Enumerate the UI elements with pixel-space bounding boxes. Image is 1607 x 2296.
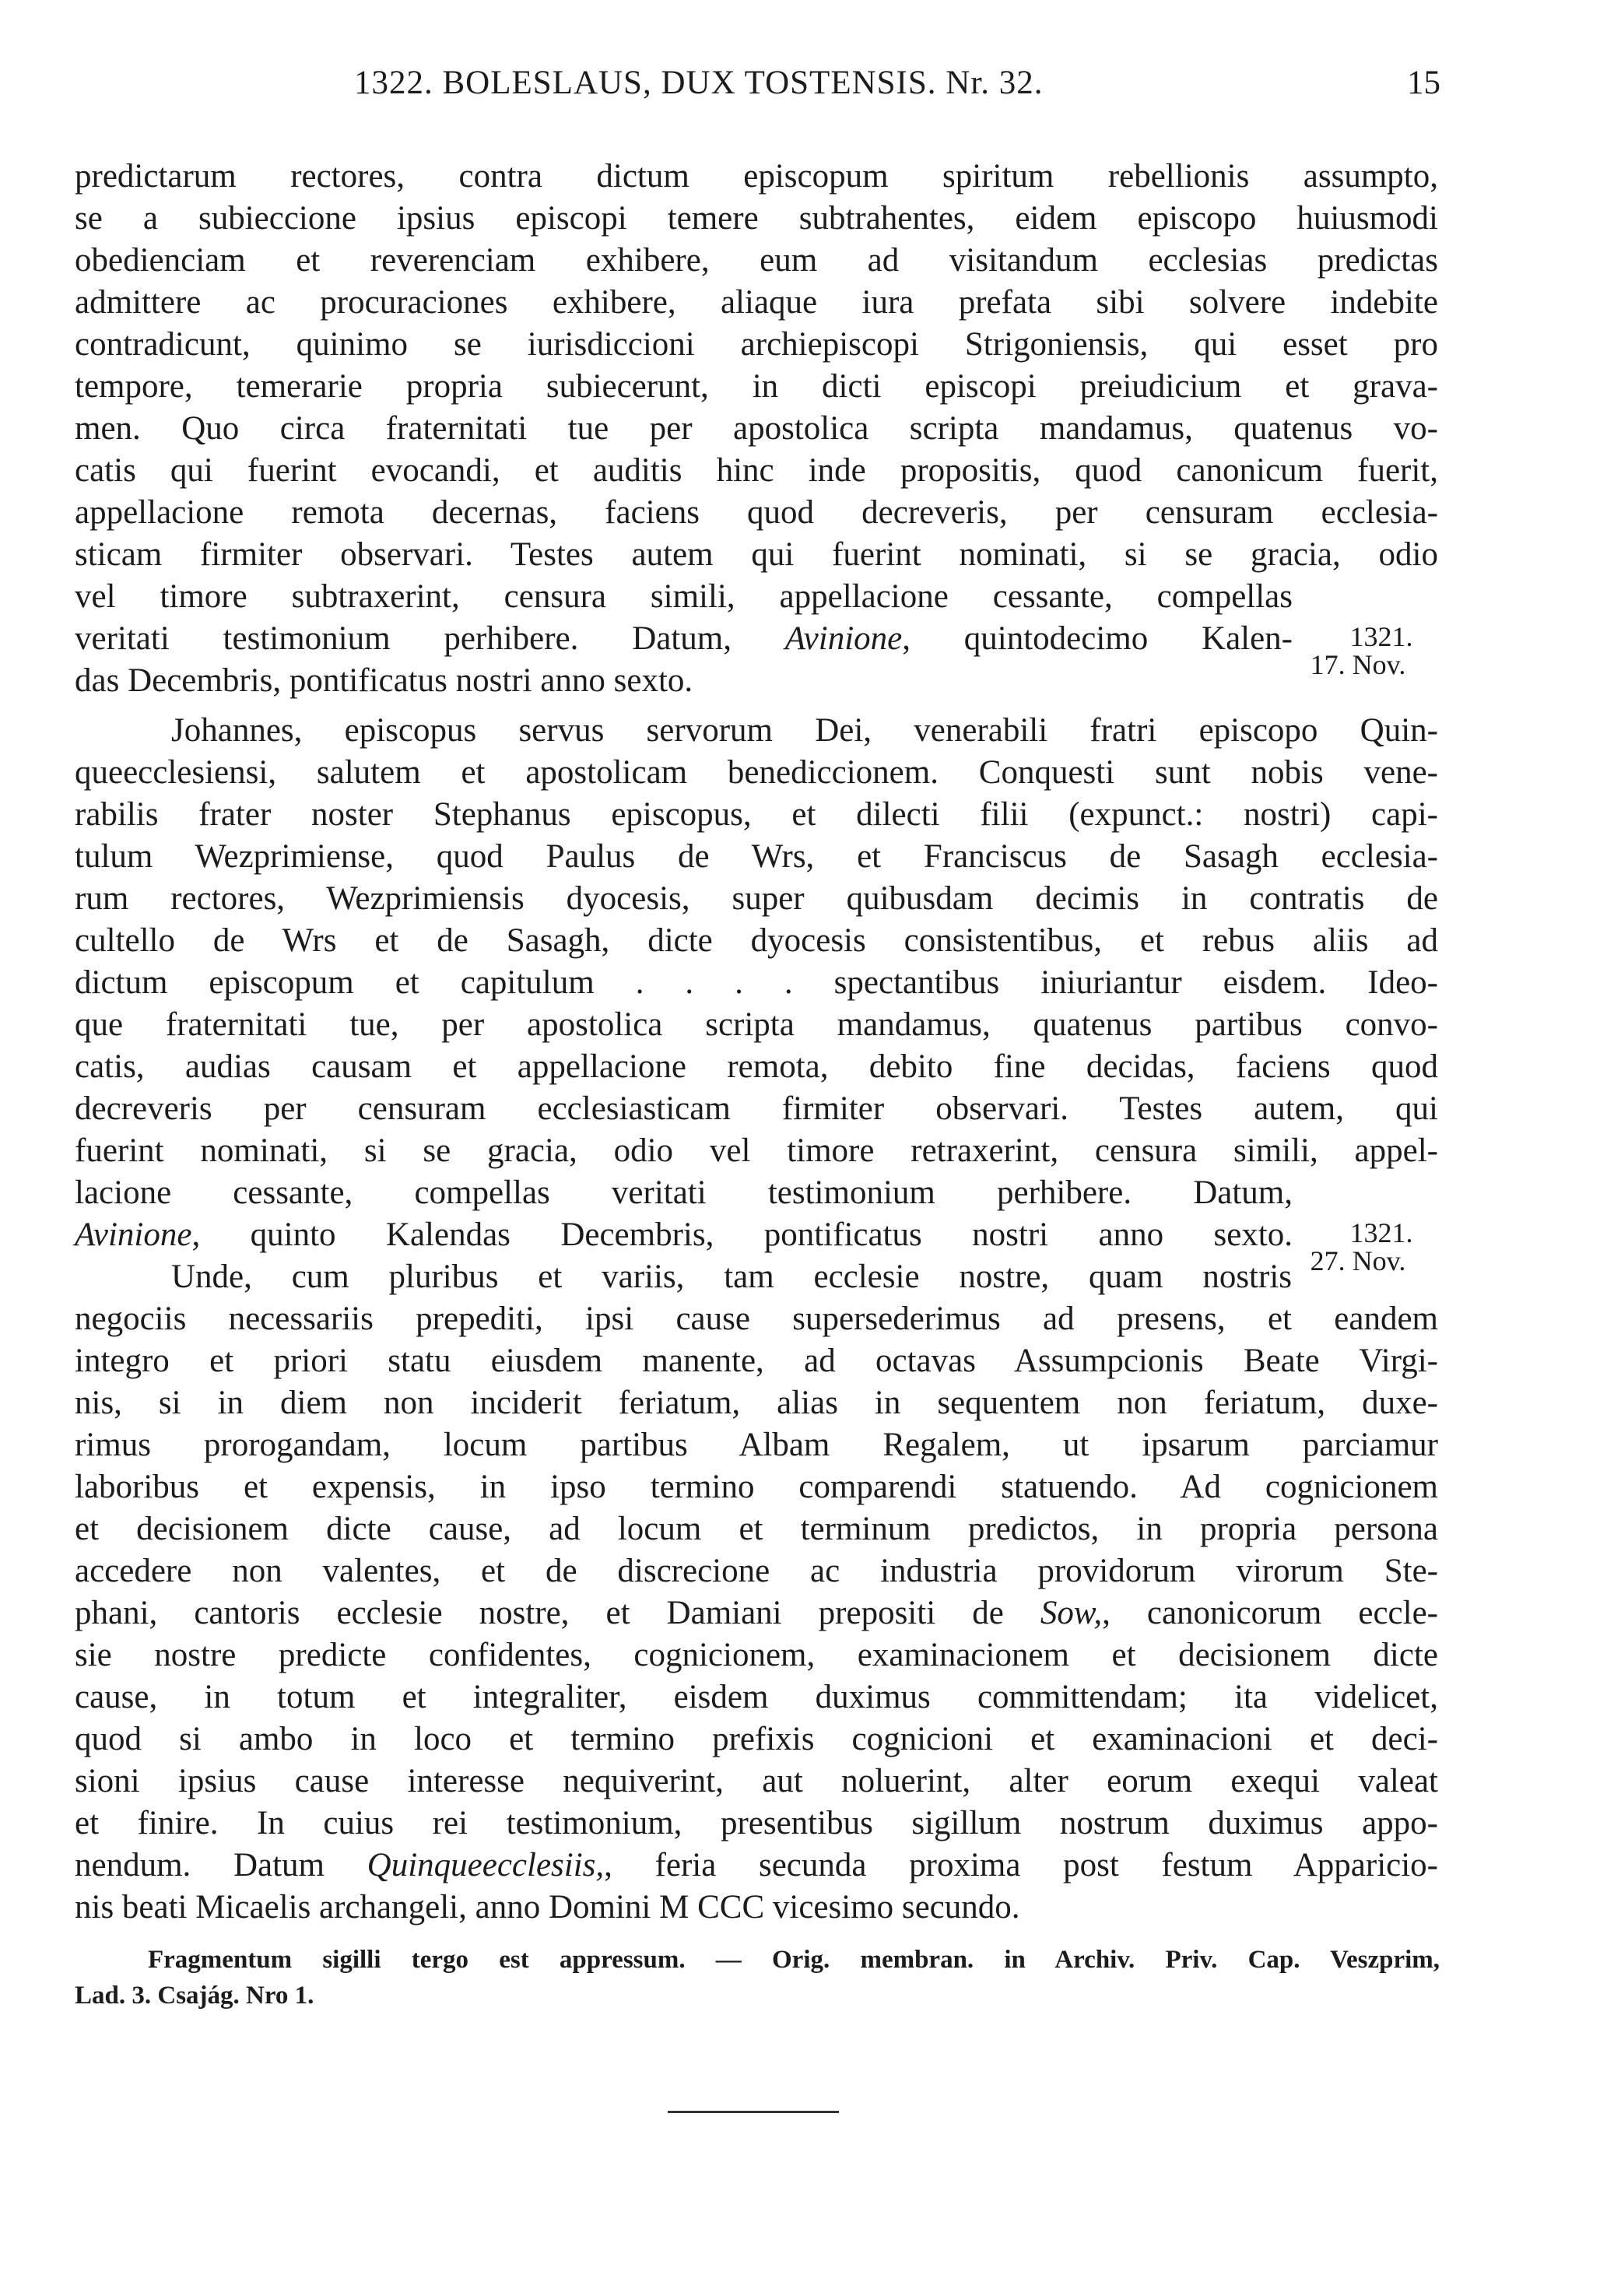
footnote-line: Fragmentum sigilli tergo est appressum. — Orig. membran. in Archiv. Priv. Cap. Veszprim,: [148, 1946, 1440, 1974]
text-line: dictum episcopum et capitulum . . . . spectantibus iniuriantur eisdem. Ideo-: [75, 964, 1438, 1001]
text-line: negociis necessariis prepediti, ipsi cause supersederimus ad presens, et eandem: [75, 1301, 1438, 1337]
margin-date-year: 1321.: [1349, 1217, 1413, 1248]
text-segment: veritati testimonium perhibere. Datum,: [75, 620, 732, 657]
text-line: admittere ac procuraciones exhibere, aliaque iura prefata sibi solvere indebite: [75, 284, 1438, 321]
place-name-avinione: Avinione: [75, 1216, 192, 1253]
text-line: se a subieccione ipsius episcopi temere subtrahentes, eidem episcopo huiusmodi: [75, 200, 1438, 237]
text-line: nis beati Micaelis archangeli, anno Domini M CCC vicesimo secundo.: [75, 1889, 1020, 1926]
text-line: [75, 1214, 1293, 1256]
text-line: queecclesiensi, salutem et apostolicam benediccionem. Conquesti sunt nobis vene-: [75, 754, 1438, 791]
text-line: appellacione remota decernas, faciens quod decreveris, per censuram ecclesia-: [75, 494, 1438, 531]
margin-date-1: [1280, 623, 1436, 679]
margin-date-day: 27. Nov.: [1310, 1245, 1406, 1276]
end-rule: [668, 2111, 839, 2113]
text-segment: , quinto Kalendas Decembris, pontificatus nostri anno sexto.: [191, 1216, 1293, 1253]
margin-date-day: 17. Nov.: [1310, 649, 1406, 680]
text-line: tempore, temerarie propria subiecerunt, in dicti episcopi preiudicium et grava-: [75, 368, 1438, 405]
text-line: nis, si in diem non inciderit feriatum, alias in sequentem non feriatum, duxe-: [75, 1385, 1438, 1421]
text-line: et finire. In cuius rei testimonium, presentibus sigillum nostrum duximus appo-: [75, 1805, 1438, 1841]
text-line: Unde, cum pluribus et variis, tam ecclesie nostre, quam nostris: [171, 1259, 1292, 1295]
text-line: Johannes, episcopus servus servorum Dei, venerabili fratri episcopo Quin-: [171, 712, 1438, 749]
text-line: vel timore subtraxerint, censura simili, appellacione cessante, compellas: [75, 578, 1293, 615]
text-segment: , feria secunda proxima post festum Apparicio-: [604, 1847, 1438, 1883]
text-line: decreveris per censuram ecclesiasticam firmiter observari. Testes autem, qui: [75, 1090, 1438, 1127]
text-line: catis qui fuerint evocandi, et auditis hinc inde propositis, quod canonicum fuerit,: [75, 452, 1438, 489]
text-line: sticam firmiter observari. Testes autem qui fuerint nominati, si se gracia, odio: [75, 536, 1438, 573]
text-segment: , quintodecimo Kalen-: [902, 620, 1293, 657]
text-line: [75, 618, 1293, 660]
page-number: 15: [1407, 65, 1440, 101]
running-header: [0, 64, 1607, 111]
text-line: quod si ambo in loco et termino prefixis cognicioni et examinacioni et deci-: [75, 1721, 1438, 1757]
footnote-line: Lad. 3. Csajág. Nro 1.: [75, 1982, 314, 2010]
text-line: cultello de Wrs et de Sasagh, dicte dyocesis consistentibus, et rebus aliis ad: [75, 922, 1438, 959]
text-line: integro et priori statu eiusdem manente, ad octavas Assumpcionis Beate Virgi-: [75, 1343, 1438, 1379]
text-line: sie nostre predicte confidentes, cognicionem, examinacionem et decisionem dicte: [75, 1637, 1438, 1673]
running-title: 1322. BOLESLAUS, DUX TOSTENSIS. Nr. 32.: [354, 65, 1044, 101]
text-line: predictarum rectores, contra dictum episcopum spiritum rebellionis assumpto,: [75, 158, 1438, 195]
text-line: rimus prorogandam, locum partibus Albam Regalem, ut ipsarum parciamur: [75, 1427, 1438, 1463]
text-line: [75, 1592, 1438, 1634]
text-line: rum rectores, Wezprimiensis dyocesis, super quibusdam decimis in contratis de: [75, 880, 1438, 917]
text-line: rabilis frater noster Stephanus episcopus, et dilecti filii (expunct.: nostri) capi-: [75, 796, 1438, 833]
text-line: [75, 1845, 1438, 1887]
text-line: tulum Wezprimiense, quod Paulus de Wrs, et Franciscus de Sasagh ecclesia-: [75, 838, 1438, 875]
text-line: contradicunt, quinimo se iurisdiccioni archiepiscopi Strigoniensis, qui esset pro: [75, 326, 1438, 363]
text-line: laboribus et expensis, in ipso termino comparendi statuendo. Ad cognicionem: [75, 1469, 1438, 1505]
text-line: lacione cessante, compellas veritati testimonium perhibere. Datum,: [75, 1174, 1293, 1211]
margin-date-year: 1321.: [1349, 621, 1413, 652]
place-name-quinqueecclesiis: Quinqueecclesiis,: [367, 1847, 605, 1883]
text-line: et decisionem dicte cause, ad locum et terminum predictos, in propria persona: [75, 1511, 1438, 1547]
text-line: catis, audias causam et appellacione remota, debito fine decidas, faciens quod: [75, 1048, 1438, 1085]
text-line: accedere non valentes, et de discrecione ac industria providorum virorum Ste-: [75, 1553, 1438, 1589]
margin-date-2: [1280, 1219, 1436, 1275]
text-line: que fraternitati tue, per apostolica scripta mandamus, quatenus partibus convo-: [75, 1006, 1438, 1043]
text-line: fuerint nominati, si se gracia, odio vel timore retraxerint, censura simili, appel-: [75, 1132, 1438, 1169]
text-segment: nendum. Datum: [75, 1847, 325, 1883]
place-name-sow: Sow,: [1040, 1595, 1103, 1631]
text-segment: , canonicorum eccle-: [1102, 1595, 1438, 1631]
place-name-avinione: Avinione: [784, 620, 903, 657]
text-line: cause, in totum et integraliter, eisdem duximus committendam; ita videlicet,: [75, 1679, 1438, 1715]
text-line: men. Quo circa fraternitati tue per apostolica scripta mandamus, quatenus vo-: [75, 410, 1438, 447]
text-line: obedienciam et reverenciam exhibere, eum ad visitandum ecclesias predictas: [75, 242, 1438, 279]
text-segment: phani, cantoris ecclesie nostre, et Damiani prepositi de: [75, 1595, 1004, 1631]
text-line: das Decembris, pontificatus nostri anno sexto.: [75, 662, 693, 699]
text-line: sioni ipsius cause interesse nequiverint, aut noluerint, alter eorum exequi valeat: [75, 1763, 1438, 1799]
